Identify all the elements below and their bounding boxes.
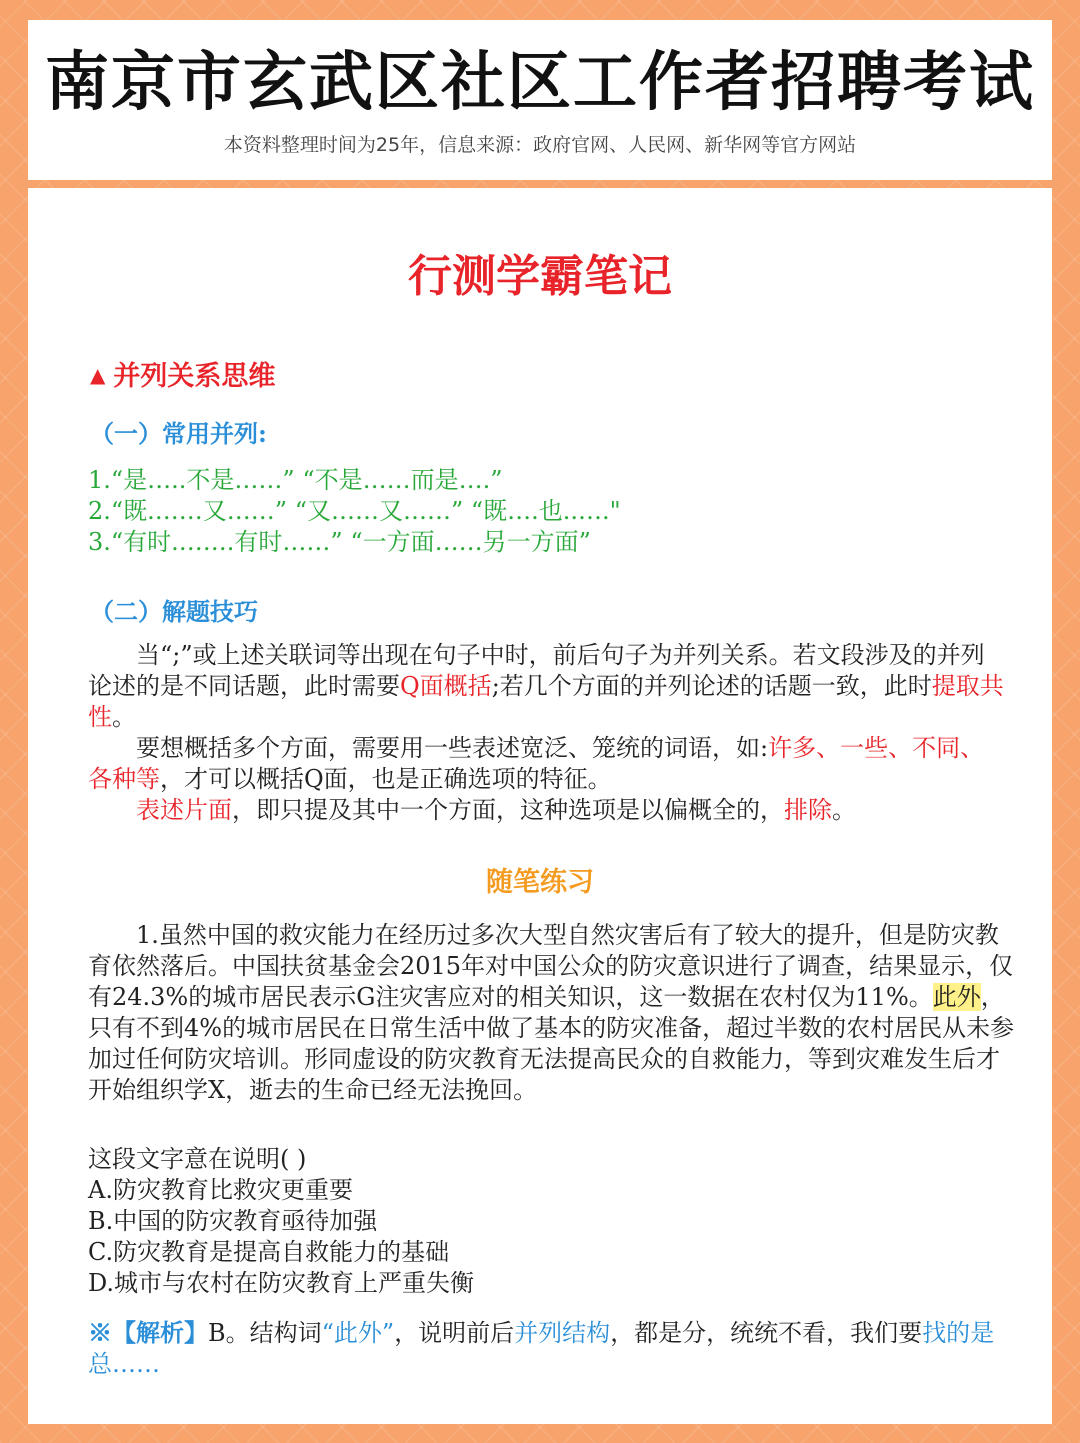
analysis-tag: ※【解析】 bbox=[88, 1318, 208, 1347]
list-item: 1.“是…..不是……” “不是……而是….” bbox=[88, 466, 503, 494]
highlight-red: 许多、一些、不同、各种等 bbox=[88, 734, 985, 793]
section-heading bbox=[90, 354, 275, 393]
source-note: 本资料整理时间为25年，信息来源：政府官网、人民网、新华网等官方网站 bbox=[223, 134, 857, 156]
question-stem: 这段文字意在说明( ) bbox=[88, 1145, 307, 1173]
header-banner bbox=[28, 20, 1052, 180]
option-b: B.中国的防灾教育亟待加强 bbox=[88, 1207, 378, 1235]
question-passage: 1.虽然中国的救灾能力在经历过多次大型自然灾害后有了较大的提升，但是防灾教育依然落后。中国扶贫基金会2015年对中国公众的防灾意识进行了调查，结果显示，仅有24.3%的城市居民表示G注灾害应对的相关知识，这一数据在农村仅为11%。此外，只有不到4%的城市居民在日常生活中做了基本的防灾准备，超过半数的农村居民从未参加过任何防灾培训。形同虚设的防灾教育无法提高民众的自救能力，等到灾难发生后才开始组织学X，逝去的生命已经无法挽回。 bbox=[88, 921, 1015, 1104]
subsection-common-parallel: （一）常用并列: bbox=[90, 419, 267, 448]
highlight-red: 排除 bbox=[784, 796, 832, 824]
answer-analysis: ※【解析】B。结构词“此外”，说明前后并列结构，都是分，统统不看，我们要找的是总…… bbox=[88, 1318, 995, 1378]
page-title: 南京市玄武区社区工作者招聘考试 bbox=[45, 46, 1035, 120]
section-title: 并列关系思维 bbox=[113, 361, 276, 392]
option-c: C.防灾教育是提高自救能力的基础 bbox=[88, 1238, 450, 1266]
subsection-solving-tips: （二）解题技巧 bbox=[90, 597, 258, 626]
notes-card bbox=[28, 188, 1052, 1424]
practice-title: 随笔练习 bbox=[486, 867, 594, 898]
highlight-blue: 并列结构 bbox=[514, 1319, 611, 1347]
option-a: A.防灾教育比救灾更重要 bbox=[88, 1176, 353, 1204]
triangle-icon: ▲ bbox=[90, 363, 106, 387]
answer-options bbox=[88, 1175, 474, 1299]
highlight-red: Q面概括 bbox=[400, 672, 492, 700]
highlight-blue: 找的是总…… bbox=[88, 1319, 995, 1378]
parallel-word-list bbox=[88, 465, 621, 558]
list-item: 2.“既.……又……” “又……又……” “既….也..…." bbox=[88, 497, 621, 525]
tip-paragraph-2: 要想概括多个方面，需要用一些表述宽泛、笼统的词语，如:许多、一些、不同、各种等，才可以概括Q面，也是正确选项的特征。 bbox=[88, 734, 985, 793]
highlight-red: 表述片面 bbox=[136, 796, 232, 824]
list-item: 3.“有时.…….有时……” “一方面……另一方面” bbox=[88, 528, 591, 556]
notes-title: 行测学霸笔记 bbox=[408, 251, 672, 302]
highlight-yellow: 此外 bbox=[932, 983, 981, 1011]
highlight-blue: “此外” bbox=[321, 1319, 395, 1347]
tip-paragraph-3: 表述片面，即只提及其中一个方面，这种选项是以偏概全的，排除。 bbox=[136, 796, 856, 824]
option-d: D.城市与农村在防灾教育上严重失衡 bbox=[88, 1269, 475, 1297]
highlight-red: 提取共性 bbox=[88, 672, 1004, 731]
tip-paragraph-1: 当“;”或上述关联词等出现在句子中时，前后句子为并列关系。若文段涉及的并列论述的是不同话题，此时需要Q面概括;若几个方面的并列论述的话题一致，此时提取共性。 bbox=[88, 641, 1004, 731]
